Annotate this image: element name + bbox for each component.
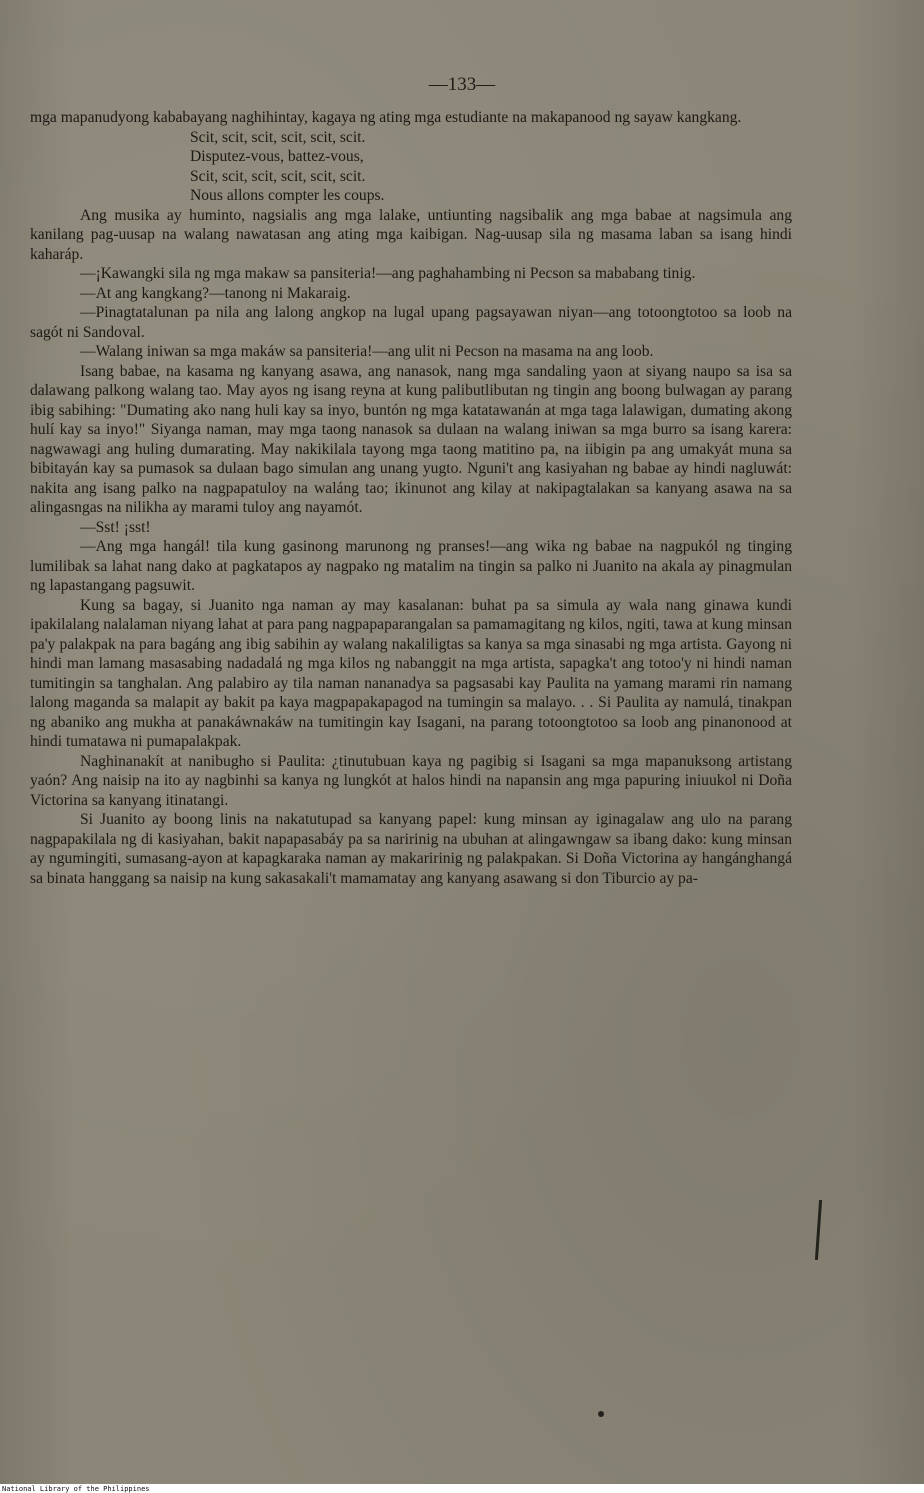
- paragraph: Si Juanito ay boong linis na nakatutupad sa kanyang papel: kung minsan ay iginagalaw ang ulo na parang nagpapakilala ng di kasiyahan, bakit napapasabáy pa sa naririnig na ubuhan at alingawngaw sa ibang dako: kung minsan ay ngumingiti, sumasang-ayon at kapagkaraka naman ay makaririnig ng palakpakan. Si Doña Victorina ay hangánghangá sa binata hanggang sa naisip na kung sakasakali't mamamatay ang kanyang asawang si don Tiburcio ay pa-: [30, 811, 792, 887]
- paragraph: Ang musika ay huminto, nagsialis ang mga lalake, untiunting nagsibalik ang mga babae at nagsimula ang kanilang pag-uusap na walang nawatasan ang ating mga kaibigan. Nag-uusap sila ng masama laban sa isang hindi kaharáp.: [30, 206, 792, 263]
- paragraph: Naghinanakít at nanibugho si Paulita: ¿tinutubuan kaya ng pagibig si Isagani sa mga mapanuksong artistang yaón? Ang naisip na ito ay nagbinhi sa kanya ng lungkót at halos hindi na napansin ang mga papuring iniuukol ni Doña Victorina sa kanyang itinatangi.: [30, 752, 792, 809]
- page-number: —133—: [428, 74, 496, 95]
- verse-line: Scit, scit, scit, scit, scit, scit.: [190, 128, 366, 146]
- dialogue-line: —Ang mga hangál! tila kung gasinong marunong ng pranses!—ang wika ng babae na nagpukól ng tinging lumilibak sa lahat nang dako at pagkatapos ay nagpako ng matalim na tingin sa palko ni Juanito na akala ay pinagmulan ng lapastangang pagsuwit.: [30, 538, 792, 594]
- dialogue-line: —¡Kawangki sila ng mga makaw sa pansiteria!—ang paghahambing ni Pecson sa mababang tinig.: [80, 265, 696, 282]
- song-verse: [30, 128, 792, 206]
- opening-paragraph: mga mapanudyong kababayang naghihintay, kagaya ng ating mga estudiante na makapanood ng sayaw kangkang.: [30, 109, 742, 126]
- margin-pencil-mark: [815, 1200, 822, 1260]
- dialogue-line: —Walang iniwan sa mga makáw sa pansiteria!—ang ulit ni Pecson na masama na ang loob.: [80, 343, 654, 360]
- dialogue-line: —Sst! ¡sst!: [80, 518, 151, 536]
- paragraph: Kung sa bagay, si Juanito nga naman ay may kasalanan: buhat pa sa simula ay wala nang ginawa kundi ipakilalang nalalaman niyang lahat at para pang nagpapaparangalan sa pamamagitang ng kilos, ngiti, tawa at kung minsan pa'y palakpak na para bagáng ang ibig sabihin ay walang nakaliligtas sa kanya sa mga sinasabi ng mga artista. Gayong ni hindi man lamang masasabing nadadalá ng mga kilos ng nabanggit na mga artista, sapagka't ang totoo'y ni hindi naman tumitingin sa tanghalan. Ang palabiro ay tila naman nananadya sa pagsasabi kay Paulita na yamang marami rin namang lalong maganda sa malapit ay bakit pa kaya magpapakapagod na tumingin sa malayo. . . Si Paulita ay namulá, tinakpan ng abaniko ang mukha at panakáwnakáw na tumitingin kay Isagani, na parang totoongtotoo sa loob ang pinanonood at hindi tumatawa ni pumapalakpak.: [30, 596, 792, 750]
- verse-line: Nous allons compter les coups.: [190, 187, 385, 204]
- paragraph: Isang babae, na kasama ng kanyang asawa, ang nanasok, nang mga sandaling yaon at siyang naupo sa isa sa dalawang palkong walang tao. May ayos ng isang reyna at kung palibutlibutan ng tingin ang boong bulwagan ay parang ibig sabihing: "Dumating ako nang huli kay sa inyo, buntón ng mga katatawanán at mga taga lalawigan, dumating akong hulí kay sa inyo!" Siyanga naman, may mga taong nanasok sa dulaan na walang iniwan sa mga burro sa isang karera: nagwawagi ang huling dumarating. May nakikilala tayong mga taong matitino pa, na iibigin pa ang umakyát muna sa bibitayán kay sa pumasok sa dulaan bago simulan ang unang yugto. Nguni't ang kasiyahan ng babae ay hindi nagluwát: nakita ang isang palko na nagpapatuloy na waláng tao; ikinunot ang kilay at nakipagtalakan sa kanyang asawa na sa alingasngas na nilikha ay marami tuloy ang nayamót.: [30, 362, 792, 516]
- dialogue-line: —At ang kangkang?—tanong ni Makaraig.: [80, 284, 351, 302]
- ink-dot: [598, 1411, 604, 1417]
- verse-line: Disputez-vous, battez-vous,: [190, 148, 364, 165]
- body-text: [30, 108, 792, 888]
- library-footer: National Library of the Philippines: [2, 1485, 150, 1493]
- verse-line: Scit, scit, scit, scit, scit, scit.: [190, 167, 366, 185]
- dialogue-line: —Pinagtatalunan pa nila ang lalong angkop na lugal upang pagsayawan niyan—ang totoongtotoo sa loob na sagót ni Sandoval.: [30, 304, 792, 341]
